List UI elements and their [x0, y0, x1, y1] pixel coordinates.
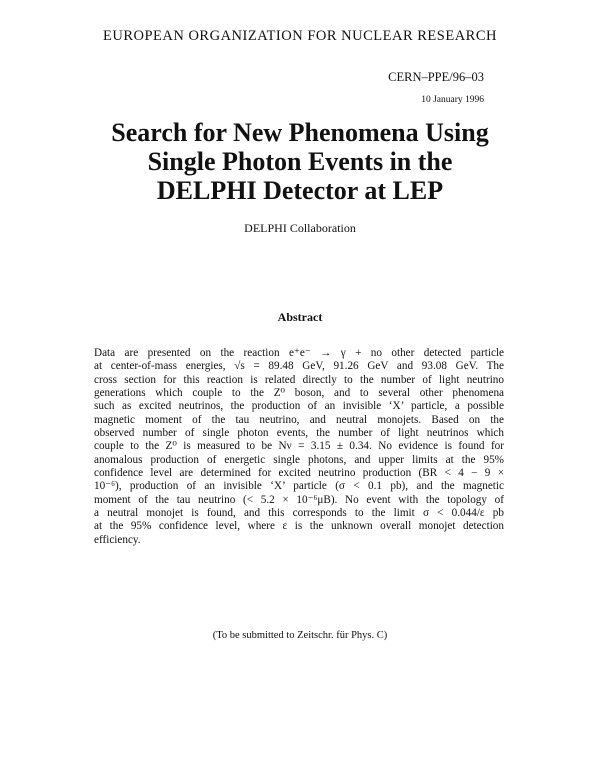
- abstract-line: efficiency.: [94, 533, 141, 546]
- abstract-line: magnetic moment of the tau neutrino, and neutral monojets. Based on the: [94, 413, 504, 426]
- submission-note: (To be submitted to Zeitschr. für Phys. C): [212, 630, 388, 641]
- abstract-line: at center-of-mass energies, √s = 89.48 GeV, 91.26 GeV and 93.08 GeV. The: [94, 360, 504, 373]
- abstract-line: Data are presented on the reaction e⁺e⁻ → γ + no other detected particle: [94, 347, 504, 359]
- abstract-line: moment of the tau neutrino (< 5.2 × 10⁻⁶μB). No event with the topology of: [94, 493, 504, 506]
- abstract-line: such as excited neutrinos, the production of an invisible ‘X’ particle, a possible: [94, 400, 504, 413]
- report-number: CERN–PPE/96–03: [388, 70, 484, 84]
- abstract-line: cross section for this reaction is related directly to the number of light neutrino: [94, 373, 504, 386]
- title-line: DELPHI Detector at LEP: [156, 176, 444, 205]
- title-line: Search for New Phenomena Using: [111, 118, 489, 147]
- abstract-heading: Abstract: [277, 310, 323, 324]
- paper-title: [0, 118, 600, 205]
- abstract-line: observed number of single photon events, the number of light neutrinos which: [94, 426, 504, 439]
- abstract-line: couple to the Z⁰ is measured to be Nν = 3.15 ± 0.34. No evidence is found for: [94, 440, 504, 453]
- report-date: 10 January 1996: [421, 95, 484, 105]
- abstract-line: 10⁻⁶), production of an invisible ‘X’ particle (σ < 0.1 pb), and the magnetic: [94, 480, 504, 493]
- collaboration-name: DELPHI Collaboration: [244, 221, 356, 235]
- abstract-line: anomalous production of energetic single photons, and upper limits at the 95%: [94, 453, 504, 466]
- abstract-body: [94, 347, 504, 547]
- title-line: Single Photon Events in the: [147, 147, 453, 176]
- abstract-line: at the 95% confidence level, where ε is the unknown overall monojet detection: [94, 520, 504, 533]
- abstract-line: generations which couple to the Z⁰ boson, and to several other phenomena: [94, 386, 504, 399]
- abstract-line: confidence level are determined for excited neutrino production (BR < 4 − 9 ×: [94, 466, 504, 479]
- abstract-line: a neutral monojet is found, and this corresponds to the limit σ < 0.044/ε pb: [94, 506, 504, 519]
- organization-header: EUROPEAN ORGANIZATION FOR NUCLEAR RESEARCH: [103, 28, 497, 44]
